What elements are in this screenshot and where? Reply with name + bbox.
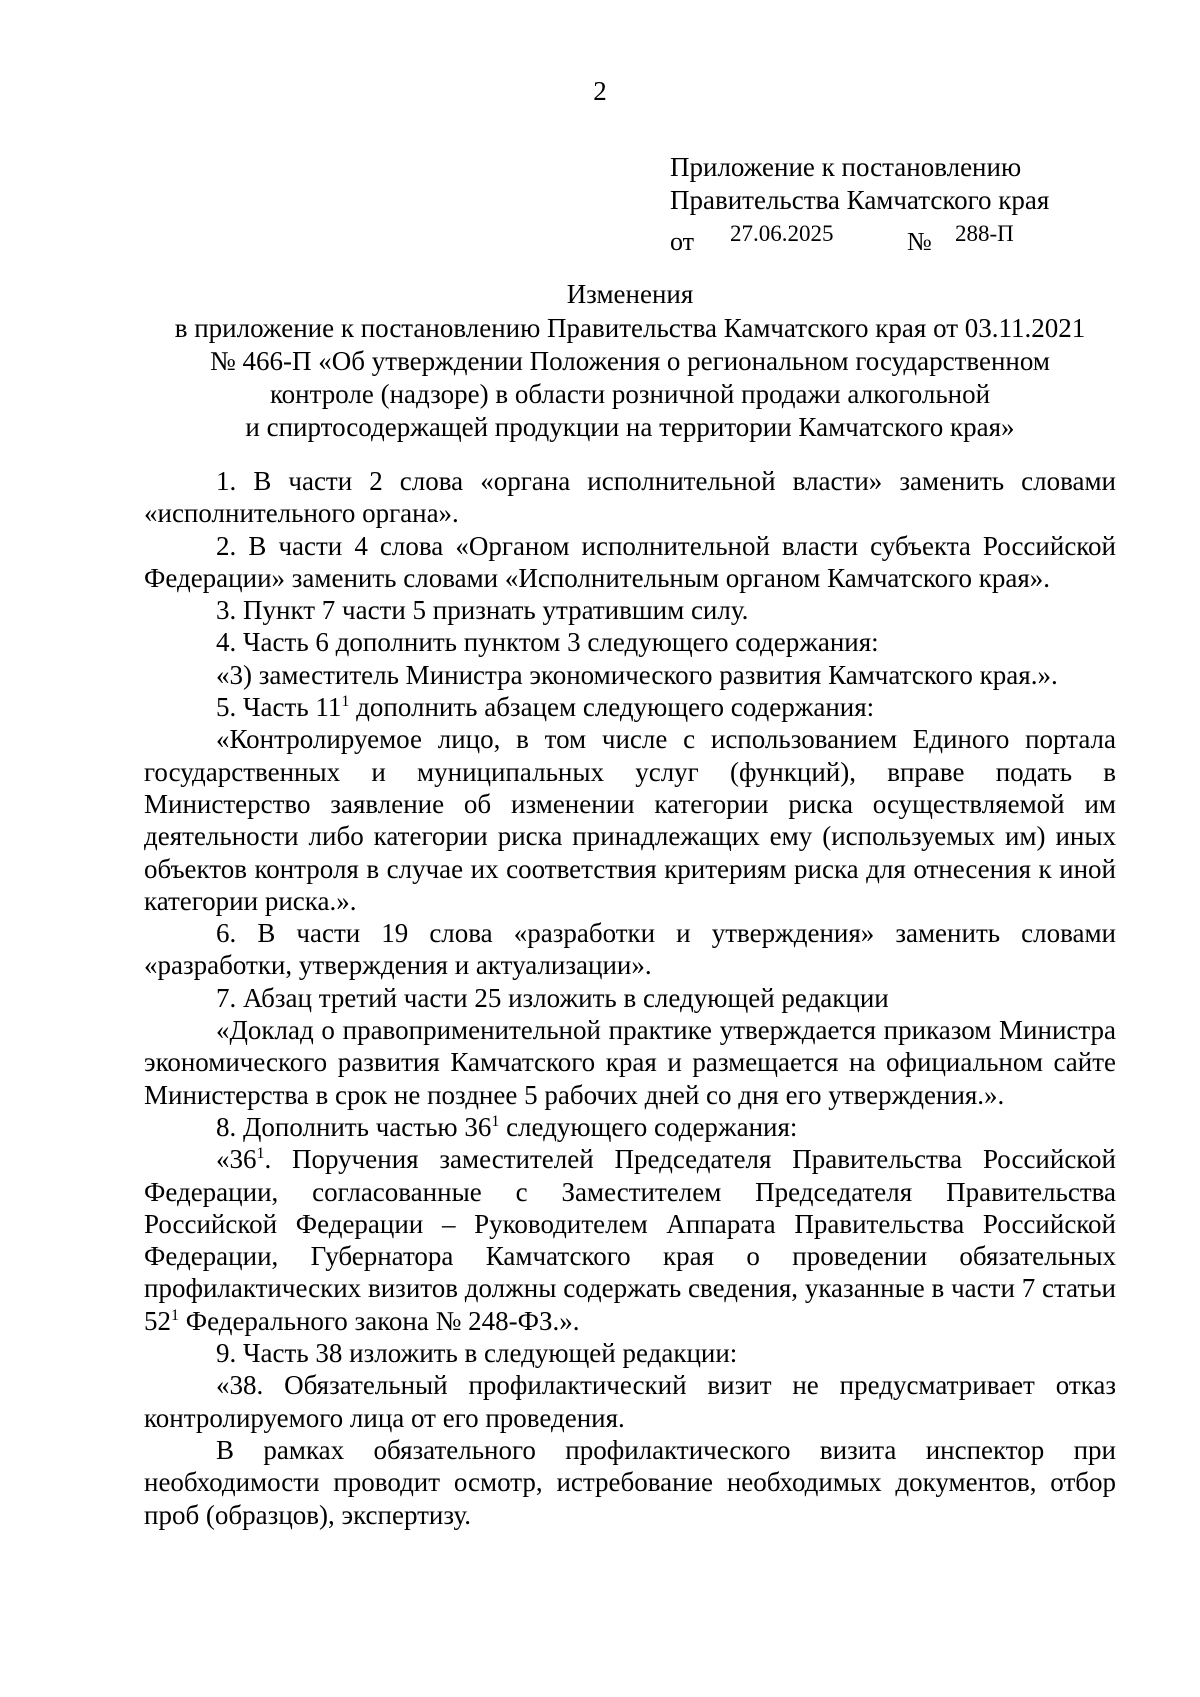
subtitle-line: контроле (надзоре) в области розничной продажи алкогольной — [269, 379, 991, 409]
paragraph-item-5 — [144, 691, 1116, 723]
approval-meta-line — [670, 217, 1150, 256]
subtitle-line: № 466-П «Об утверждении Положения о региональном государственном — [210, 346, 1050, 376]
approval-line-1: Приложение к постановлению — [670, 152, 1022, 182]
paragraph-text: дополнить абзацем следующего содержания: — [349, 692, 875, 723]
resolution-date: 27.06.2025 — [730, 221, 834, 246]
subtitle-line: и спиртосодержащей продукции на территории Камчатского края» — [245, 412, 1015, 442]
paragraph-text: 8. Дополнить частью 36 — [216, 1111, 492, 1142]
paragraph-item-8 — [144, 1111, 1116, 1143]
paragraph-item-9-text-2: В рамках обязательного профилактического визита инспектор при необходимости проводит осмотр, истребование необходимых документов, отбор проб (образцов), экспертизу. — [144, 1434, 1116, 1530]
paragraph-item-4: 4. Часть 6 дополнить пунктом 3 следующего содержания: — [216, 627, 879, 658]
paragraph-text: Федерального закона № 248-ФЗ.». — [179, 1305, 580, 1336]
document-body — [144, 465, 1116, 1531]
subtitle-line: в приложение к постановлению Правительства Камчатского края от 03.11.2021 — [174, 313, 1086, 343]
superscript: 1 — [256, 1145, 265, 1163]
paragraph-text: 5. Часть 11 — [216, 692, 342, 723]
page-number: 2 — [593, 76, 607, 106]
paragraph-item-4-text: «3) заместитель Министра экономического развития Камчатского края.». — [216, 659, 1058, 690]
superscript: 1 — [341, 693, 350, 711]
document-subtitle — [100, 312, 1160, 444]
number-label: № — [907, 227, 932, 256]
approval-line-2: Правительства Камчатского края — [670, 185, 1050, 215]
paragraph-text: «36 — [216, 1144, 257, 1175]
paragraph-text: следующего содержания: — [499, 1111, 798, 1142]
paragraph-item-2: 2. В части 4 слова «Органом исполнительной власти субъекта Российской Федерации» заменить словами «Исполнительным органом Камчатского края». — [144, 530, 1116, 593]
paragraph-item-6: 6. В части 19 слова «разработки и утверждения» заменить словами «разработки, утверждения и актуализации». — [144, 918, 1116, 981]
superscript: 1 — [171, 1306, 179, 1324]
paragraph-item-7-text: «Доклад о правоприменительной практике утверждается приказом Министра экономического развития Камчатского края и размещается на официальном сайте Министерства в срок не позднее 5 рабочих дней со дня его утверждения.». — [144, 1015, 1116, 1110]
paragraph-item-5-text: «Контролируемое лицо, в том числе с использованием Единого портала государственных и муниципальных услуг (функций), вправе подать в Министерство заявление об изменении категории риска осуществляемой им деятельности либо категории риска принадлежащих ему (используемых им) иных объектов контроля в случае их соответствия критериям риска для отнесения к иной категории риска.». — [144, 724, 1116, 916]
resolution-number: 288-П — [955, 221, 1014, 246]
document-title: Изменения — [566, 279, 694, 309]
paragraph-item-9: 9. Часть 38 изложить в следующей редакции: — [216, 1338, 738, 1369]
paragraph-item-7: 7. Абзац третий части 25 изложить в следующей редакции — [216, 982, 889, 1013]
paragraph-text: . Поручения заместителей Председателя Правительства Российской Федерации, согласованные с Заместителем Председателя Правительства Российской Федерации – Руководителем Аппарата Правительства Российской Федерации, Губернатора Камчатского края о проведении обязательных профилактических визитов должны содержать сведения, указанные в части 7 статьи 52 — [144, 1144, 1116, 1336]
date-label: от — [670, 227, 695, 256]
paragraph-item-9-text: «38. Обязательный профилактический визит не предусматривает отказ контролируемого лица от его проведения. — [144, 1370, 1116, 1433]
paragraph-item-3: 3. Пункт 7 части 5 признать утратившим силу. — [216, 595, 749, 626]
approval-block — [670, 151, 1150, 256]
paragraph-item-1: 1. В части 2 слова «органа исполнительной власти» заменить словами «исполнительного органа». — [144, 466, 1116, 529]
paragraph-item-8-text — [144, 1143, 1116, 1337]
superscript: 1 — [491, 1112, 500, 1130]
